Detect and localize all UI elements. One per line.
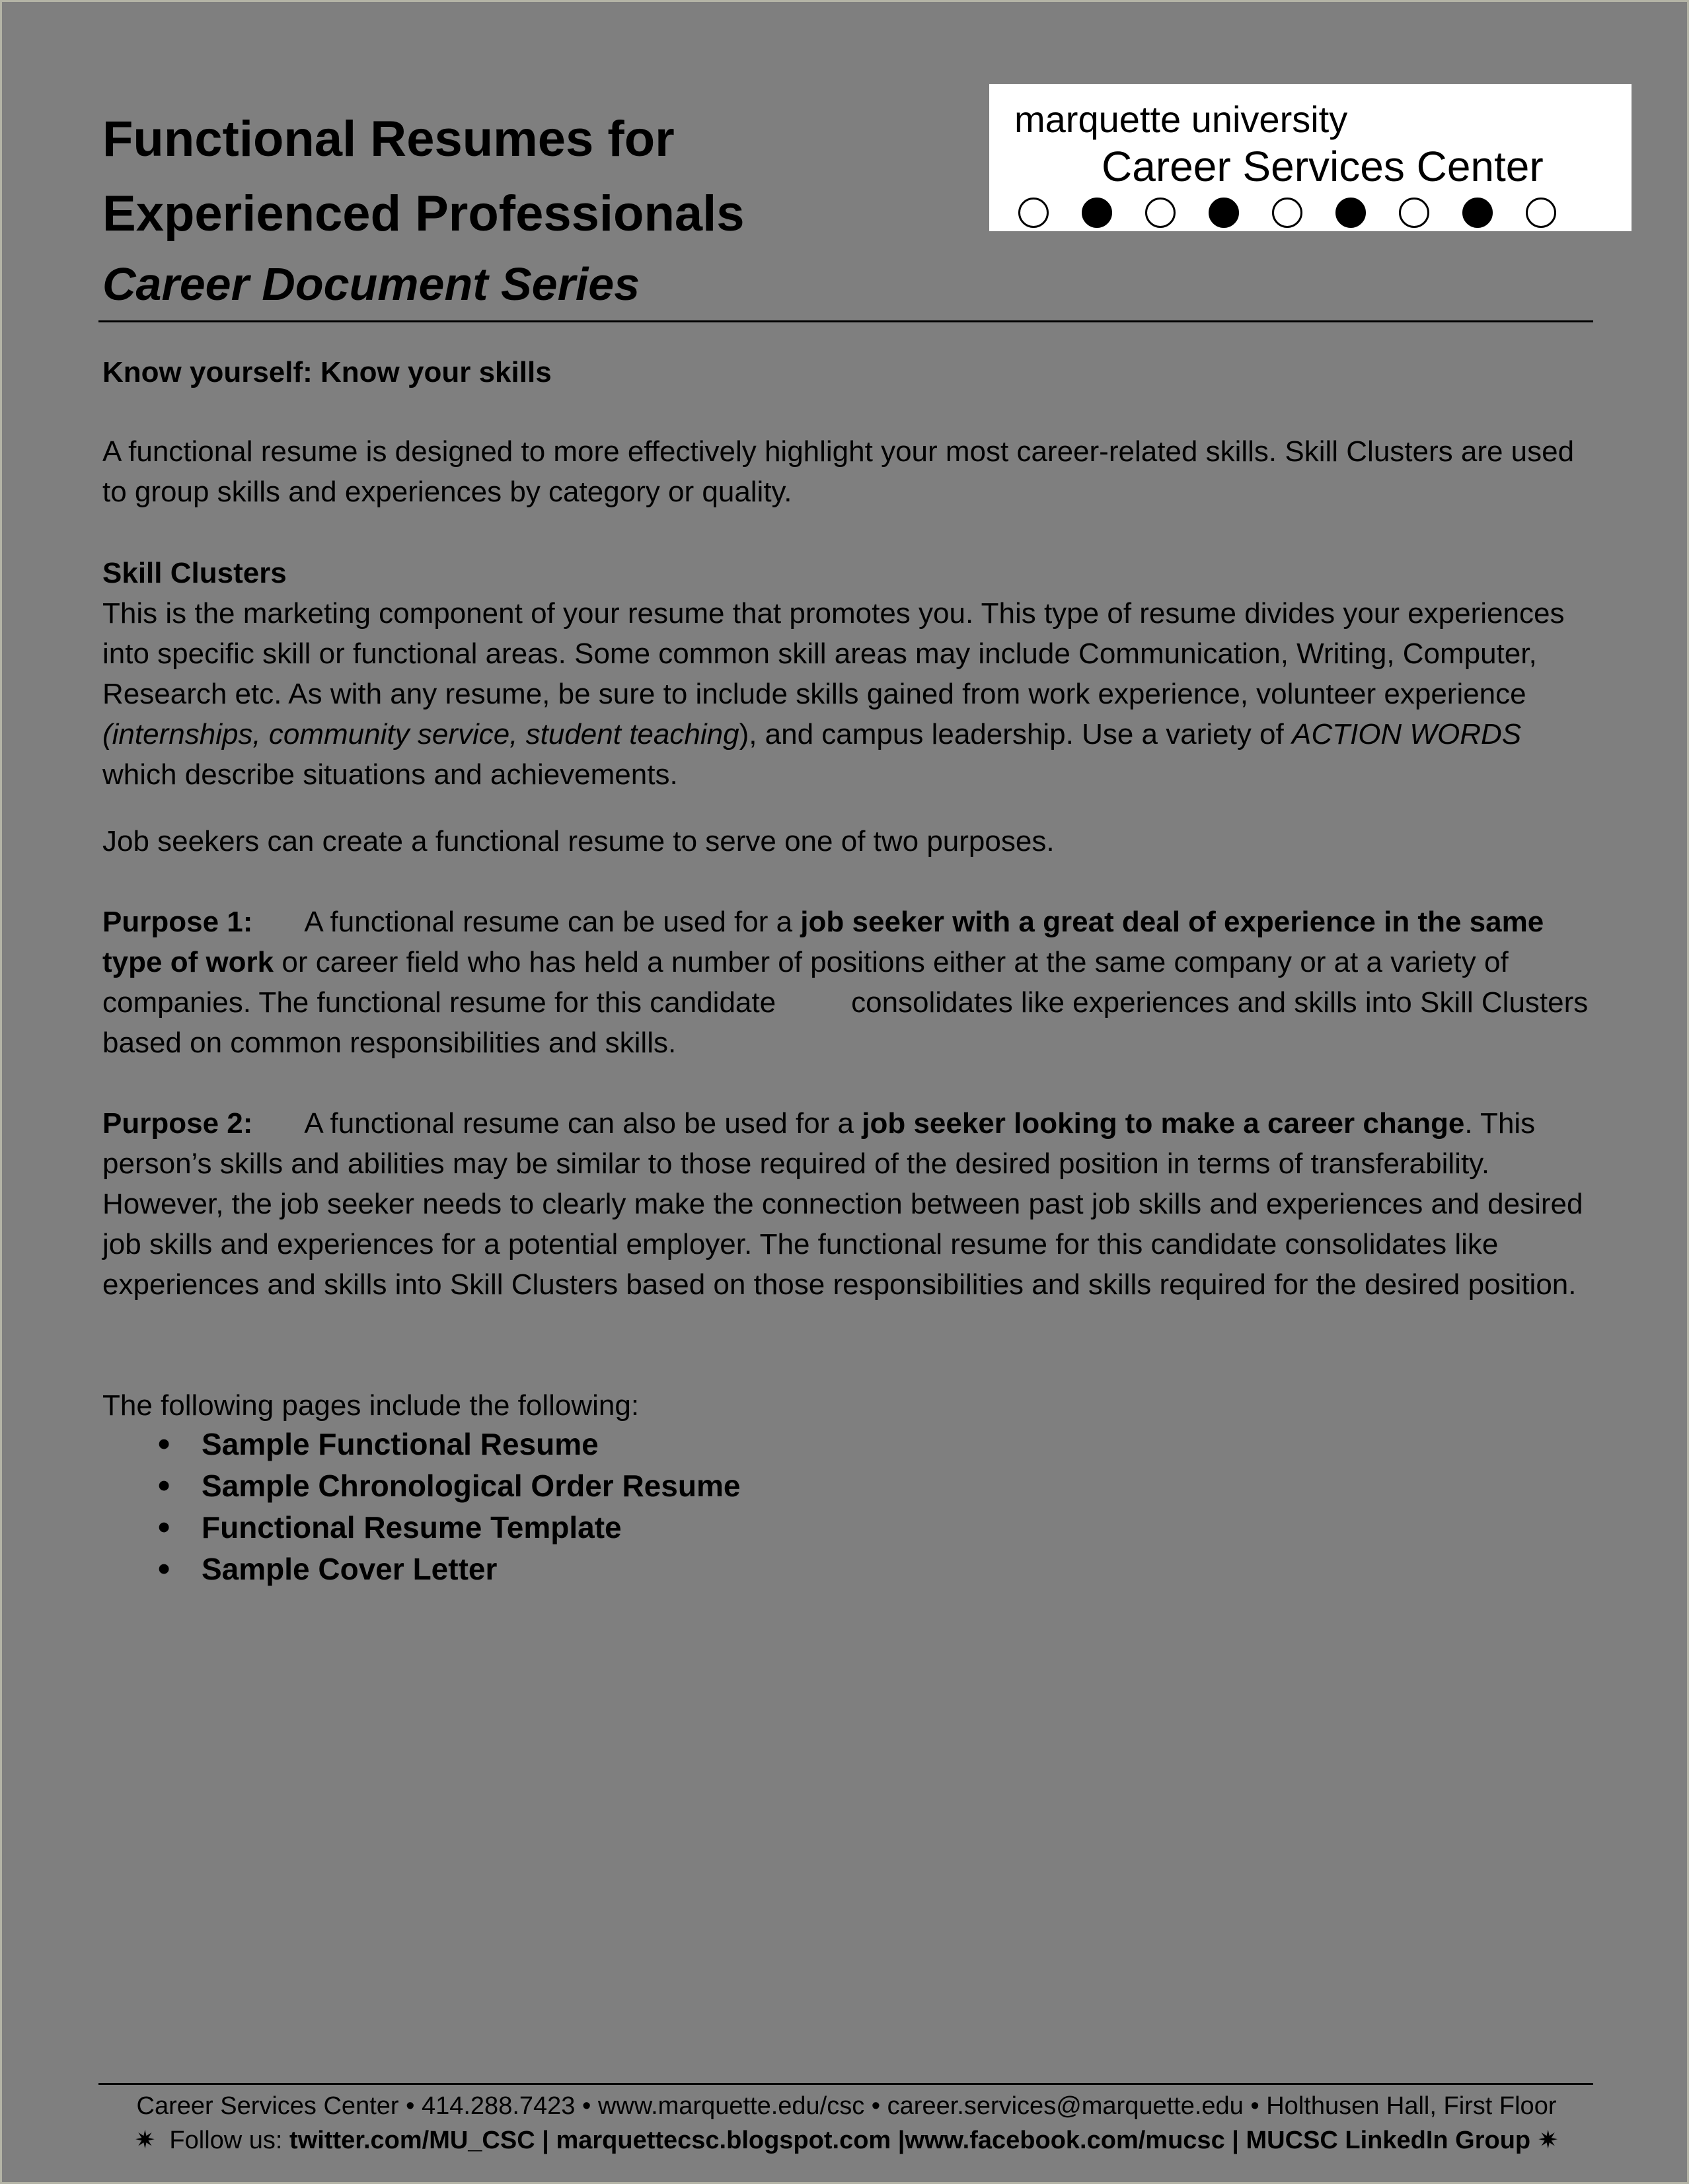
action-words-text: ACTION WORDS bbox=[1291, 718, 1522, 750]
list-item: • Sample Functional Resume bbox=[102, 1424, 740, 1465]
footer-follow-label: Follow us: bbox=[169, 2127, 283, 2154]
following-lead: The following pages include the following: bbox=[102, 1389, 640, 1422]
intro-heading: Know yourself: Know your skills bbox=[102, 356, 552, 388]
skill-clusters-text-b: ), and campus leadership. Use a variety of bbox=[739, 718, 1292, 750]
open-circle-icon bbox=[1399, 198, 1429, 228]
purposes-intro-block bbox=[102, 821, 1589, 861]
marquette-logo bbox=[989, 84, 1632, 231]
page-title-line1: Functional Resumes for bbox=[102, 111, 675, 167]
purpose-2-label: Purpose 2: bbox=[102, 1107, 253, 1140]
purpose-1-text-a: A functional resume can be used for a bbox=[304, 906, 801, 938]
skill-clusters-heading: Skill Clusters bbox=[102, 557, 287, 589]
list-item: • Sample Chronological Order Resume bbox=[102, 1465, 740, 1507]
purpose-2-bold: job seeker looking to make a career change bbox=[862, 1107, 1465, 1140]
purpose-1-paragraph bbox=[102, 902, 1589, 1063]
list-item: • Sample Cover Letter bbox=[102, 1548, 740, 1590]
header-divider bbox=[98, 320, 1593, 322]
filled-circle-icon bbox=[1209, 198, 1239, 228]
page-subtitle: Career Document Series bbox=[102, 258, 640, 310]
logo-dot-row bbox=[1018, 198, 1556, 228]
star-icon: ✷ bbox=[134, 2127, 156, 2154]
skill-clusters-examples: (internships, community service, student teaching bbox=[102, 718, 739, 750]
purpose-1-bold: job seeker with a great deal of experience in the same type of work bbox=[102, 906, 1544, 978]
purpose-2-text-b: . This person’s skills and abilities may be similar to those required of the desired position in terms of transferability. However, the job seeker needs to clearly make the connection between past job skills and experiences and desired job skills and experiences for a potential employer. The functional resume for this candidate consolidates like experiences and skills into Skill Clusters based on those responsibilities and skills required for the desired position. bbox=[102, 1107, 1583, 1301]
purpose-2-text-a: A functional resume can also be used for a bbox=[304, 1107, 862, 1140]
intro-paragraph-block bbox=[102, 431, 1589, 512]
open-circle-icon bbox=[1145, 198, 1176, 228]
star-icon: ✷ bbox=[1537, 2127, 1559, 2154]
blog-link[interactable]: marquettecsc.blogspot.com bbox=[556, 2127, 891, 2154]
purpose-1-text-b: or career field who has held a number of positions either at the same company or at a variety of companies. The functional resume for this candidate bbox=[102, 946, 1509, 1019]
open-circle-icon bbox=[1018, 198, 1049, 228]
purpose-1-section bbox=[102, 902, 1589, 1063]
filled-circle-icon bbox=[1335, 198, 1366, 228]
skill-clusters-text-a: This is the marketing component of your resume that promotes you. This type of resume divides your experiences into specific skill or functional areas. Some common skill areas may include Communication, Writing, Computer, Research etc. As with any resume, be sure to include skills gained from work experience, volunteer experience bbox=[102, 597, 1565, 710]
logo-center-text: Career Services Center bbox=[1102, 143, 1544, 190]
open-circle-icon bbox=[1526, 198, 1556, 228]
twitter-link[interactable]: twitter.com/MU_CSC bbox=[289, 2127, 535, 2154]
footer-contact-line: Career Services Center • 414.288.7423 • www.marquette.edu/csc • career.services@marquette.edu • Holthusen Hall, First Floor bbox=[136, 2092, 1557, 2120]
following-section bbox=[102, 1385, 1589, 1426]
purposes-intro: Job seekers can create a functional resume to serve one of two purposes. bbox=[102, 825, 1055, 857]
purpose-2-paragraph bbox=[102, 1103, 1589, 1305]
purpose-1-text-c: consolidates like experiences and skills into Skill Clusters based on common responsibilities and skills. bbox=[102, 986, 1589, 1059]
logo-university-text: marquette university bbox=[1014, 98, 1348, 140]
skill-clusters-section bbox=[102, 553, 1589, 795]
facebook-link[interactable]: www.facebook.com/mucsc bbox=[905, 2127, 1225, 2154]
following-list bbox=[102, 1424, 740, 1590]
filled-circle-icon bbox=[1082, 198, 1112, 228]
skill-clusters-paragraph bbox=[102, 593, 1589, 795]
intro-paragraph: A functional resume is designed to more effectively highlight your most career-related skills. Skill Clusters are used to group skills and experiences by category or quality. bbox=[102, 435, 1575, 508]
skill-clusters-text-c: which describe situations and achievements. bbox=[102, 758, 678, 791]
footer-social-line: ✷ Follow us: twitter.com/MU_CSC | marquettecsc.blogspot.com |www.facebook.com/mucsc | MUCSC LinkedIn Group ✷ bbox=[134, 2127, 1559, 2154]
purpose-2-section bbox=[102, 1103, 1589, 1305]
footer-divider bbox=[98, 2083, 1593, 2085]
open-circle-icon bbox=[1272, 198, 1302, 228]
purpose-1-label: Purpose 1: bbox=[102, 906, 253, 938]
linkedin-link[interactable]: MUCSC LinkedIn Group bbox=[1246, 2127, 1531, 2154]
intro-section bbox=[102, 352, 1589, 392]
filled-circle-icon bbox=[1462, 198, 1493, 228]
page-title-line2: Experienced Professionals bbox=[102, 186, 745, 242]
list-item: • Functional Resume Template bbox=[102, 1507, 740, 1548]
